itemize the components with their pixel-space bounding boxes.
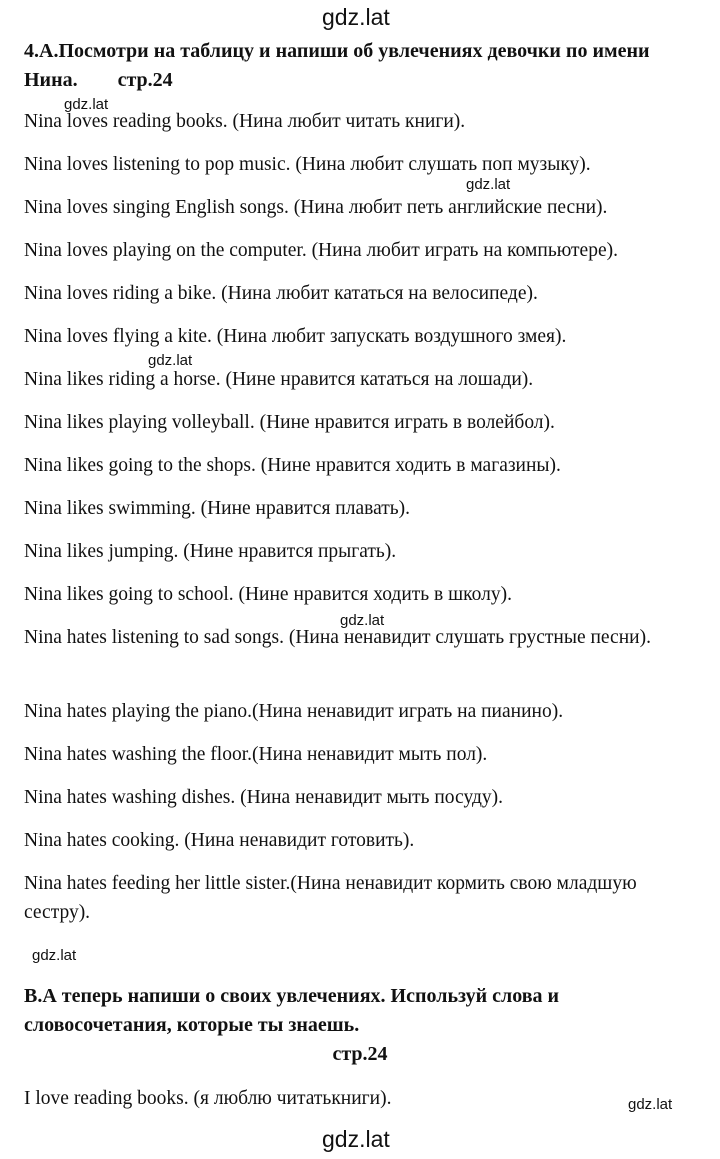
sentence-line: Nina loves singing English songs. (Нина любит петь английские песни). xyxy=(24,197,608,218)
watermark-top: gdz.lat xyxy=(322,4,390,30)
watermark: gdz.lat xyxy=(64,96,109,113)
section-b-answer: I love reading books. (я люблю читатькниги). xyxy=(24,1088,392,1109)
sentence-line: Nina likes riding a horse. (Нине нравится кататься на лошади). xyxy=(24,369,534,390)
sentence-line: Nina loves flying a kite. (Нина любит запускать воздушного змея). xyxy=(24,326,567,347)
sentence-line: Nina loves listening to pop music. (Нина любит слушать поп музыку). xyxy=(24,154,591,175)
sentence-line: Nina likes going to the shops. (Нине нравится ходить в магазины). xyxy=(24,455,561,476)
sentence-line: Nina hates washing the floor.(Нина ненавидит мыть пол). xyxy=(24,744,488,765)
watermark-bottom: gdz.lat xyxy=(322,1126,390,1152)
sentence-line: Nina hates washing dishes. (Нина ненавидит мыть посуду). xyxy=(24,787,504,808)
sentence-line: Nina hates cooking. (Нина ненавидит готовить). xyxy=(24,830,415,851)
watermark: gdz.lat xyxy=(148,352,193,369)
section-b-heading: B.А теперь напиши о своих увлечениях. Используй слова и словосочетания, которые ты знаешь. xyxy=(24,985,560,1036)
watermark: gdz.lat xyxy=(466,176,511,193)
sentence-line: Nina loves playing on the computer. (Нина любит играть на компьютере). xyxy=(24,240,618,261)
watermark: gdz.lat xyxy=(628,1096,673,1113)
sentence-line: Nina loves reading books. (Нина любит читать книги). xyxy=(24,111,466,132)
watermark: gdz.lat xyxy=(340,612,385,629)
sentence-line: Nina likes jumping. (Нине нравится прыгать). xyxy=(24,541,397,562)
section-a-heading xyxy=(24,37,704,95)
sentence-line: Nina likes playing volleyball. (Нине нравится играть в волейбол). xyxy=(24,412,555,433)
sentence-line: Nina hates feeding her little sister.(Нина ненавидит кормить свою младшую сестру). xyxy=(24,873,637,923)
sentence-line: Nina hates listening to sad songs. (Нина ненавидит слушать грустные песни). xyxy=(24,627,651,648)
section-a-heading-text: 4.A.Посмотри на таблицу и напиши об увлечениях девочки по имени Нина. xyxy=(24,40,650,91)
section-b-page-ref: стр.24 xyxy=(332,1043,388,1065)
sentence-line: Nina likes swimming. (Нине нравится плавать). xyxy=(24,498,411,519)
section-a-page-ref: стр.24 xyxy=(117,69,173,91)
watermark: gdz.lat xyxy=(32,947,77,964)
sentence-line: Nina hates playing the piano.(Нина ненавидит играть на пианино). xyxy=(24,701,564,722)
sentence-line: Nina likes going to school. (Нине нравится ходить в школу). xyxy=(24,584,512,605)
sentence-line: Nina loves riding a bike. (Нина любит кататься на велосипеде). xyxy=(24,283,538,304)
